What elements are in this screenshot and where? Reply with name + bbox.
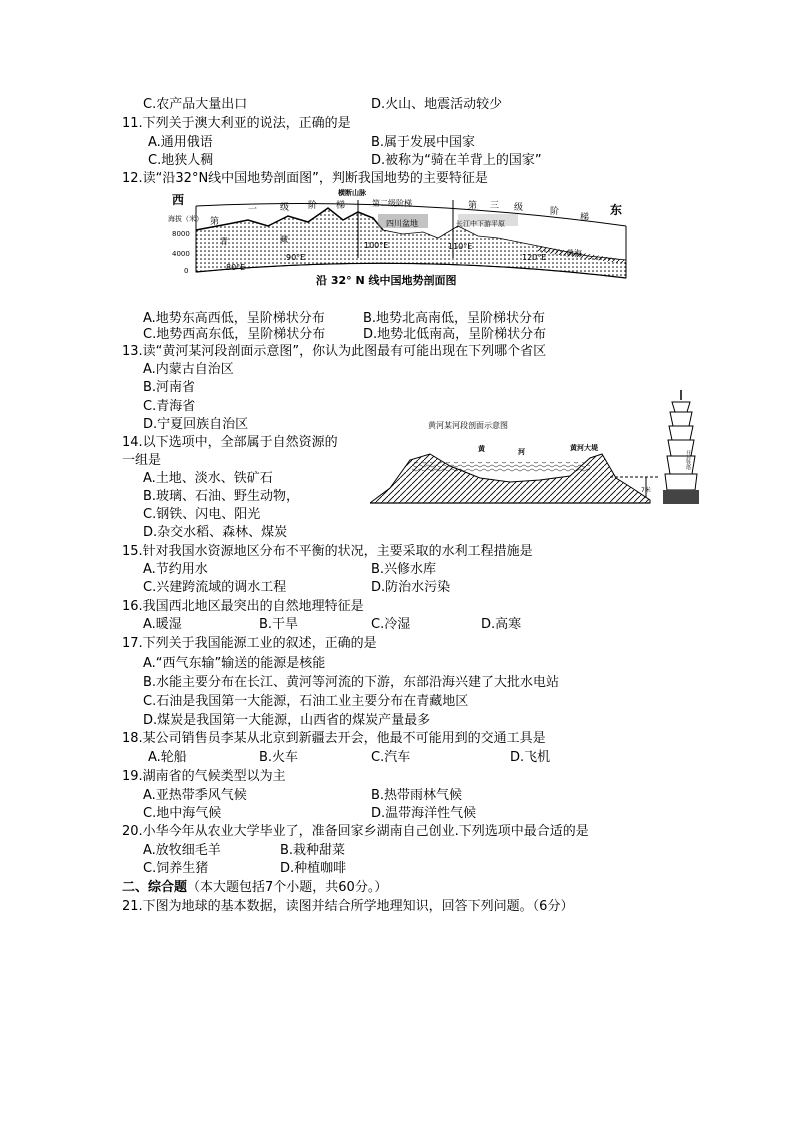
y-tick: 4000 [172,250,190,258]
q20-option-d: D.种植咖啡 [280,861,347,876]
q11-option-b: B.属于发展中国家 [371,135,476,150]
q11-stem: 11.下列关于澳大利亚的说法，正确的是 [122,116,351,131]
terrain-profile-figure [168,186,638,292]
changjiang-label: 长江中下游平原 [456,220,505,228]
q16-option-d: D.高寒 [481,617,522,632]
step1-char: 第 [210,217,220,227]
q15-option-d: D.防治水污染 [371,580,451,595]
q13-option-c: C.青海省 [143,399,196,414]
q11-option-d: D.被称为“骑在羊背上的国家” [371,153,542,168]
q12-option-d: D.地势北低南高，呈阶梯状分布 [363,327,547,342]
y-tick: 0 [184,267,189,275]
tower-label: 开封铁塔 [685,450,691,470]
step1-char: 级 [280,203,290,213]
q20-option-c: C.饲养生猪 [143,861,209,876]
q19-option-c: C.地中海气候 [143,806,222,821]
q13-option-b: B.河南省 [143,380,196,395]
zang-label: 藏 [280,235,288,244]
q21-stem: 21.下图为地球的基本数据，读图并结合所学地理知识，回答下列问题。（6分） [122,899,574,914]
east-label: 东 [610,203,623,217]
q17-option-c: C.石油是我国第一大能源，石油工业主要分布在青藏地区 [143,694,469,709]
q18-option-b: B.火车 [259,750,299,765]
q17-option-d: D.煤炭是我国第一大能源，山西省的煤炭产量最多 [143,713,431,728]
q16-option-b: B.干旱 [259,617,299,632]
q10-option-c: C.农产品大量出口 [143,97,248,112]
lon-tick: 110°E [448,242,473,251]
q13-stem: 13.读“黄河某河段剖面示意图”，你认为此图最有可能出现在下列哪个省区 [122,344,547,359]
sichuan-label: 四川盆地 [386,219,418,228]
q12-stem: 12.读“沿32°N线中国地势剖面图”，判断我国地势的主要特征是 [122,171,488,186]
kaifeng-tower-figure [660,390,702,506]
q17-option-a: A.“西气东输”输送的能源是核能 [143,656,326,671]
q14-stem: 14.以下选项中，全部属于自然资源的 [122,435,338,450]
q16-option-c: C.冷湿 [371,617,411,632]
section-2-heading [122,879,387,897]
huanghai-label: 黄海 [566,249,582,258]
river-chart-title: 黄河某河段剖面示意图 [428,421,508,430]
q14-option-a: A.土地、淡水、铁矿石 [143,471,273,486]
q13-option-a: A.内蒙古自治区 [143,362,234,377]
q11-option-c: C.地狭人稠 [148,153,214,168]
section-2-title: 二、综合题 [122,880,188,895]
q10-option-d: D.火山、地震活动较少 [371,97,503,112]
qingzang-label: 青 [220,237,228,246]
y-axis-label: 海拔（米） [168,215,203,223]
lon-tick: 100°E [364,241,389,250]
q14-option-d: D.杂交水稻、森林、煤炭 [143,525,288,540]
q12-option-c: C.地势西高东低，呈阶梯状分布 [143,327,326,342]
step1-char: 梯 [336,201,346,211]
step3-char: 梯 [580,213,590,223]
q14-option-b: B.玻璃、石油、野生动物， [143,489,300,504]
q15-option-a: A.节约用水 [143,562,208,577]
q11-option-a: A.通用俄语 [148,135,213,150]
step1-char: 一 [248,205,258,215]
step1-char: 阶 [308,201,318,211]
q15-stem: 15.针对我国水资源地区分布不平衡的状况，主要采取的水利工程措施是 [122,544,533,559]
step3-char: 阶 [550,207,560,217]
q14-option-c: C.钢铁、闪电、阳光 [143,507,261,522]
q20-stem: 20.小华今年从农业大学毕业了，准备回家乡湖南自己创业.下列选项中最合适的是 [122,824,589,839]
hengduan-label: 横断山脉 [338,189,366,197]
q12-option-b: B.地势北高南低，呈阶梯状分布 [363,311,546,326]
dam-label: 黄河大堤 [570,444,598,452]
q19-stem: 19.湖南省的气候类型以为主 [122,769,286,784]
lon-tick: 90°E [286,253,306,262]
q12-option-a: A.地势东高西低，呈阶梯状分布 [143,311,325,326]
q18-option-c: C.汽车 [371,750,411,765]
step2-label: 第二级阶梯 [372,199,412,208]
q16-stem: 16.我国西北地区最突出的自然地理特征是 [122,599,364,614]
q18-stem: 18.某公司销售员李某从北京到新疆去开会，他最不可能用到的交通工具是 [122,731,546,746]
q19-option-a: A.亚热带季风气候 [143,788,247,803]
q18-option-a: A.轮船 [148,750,187,765]
q19-option-b: B.热带雨林气候 [371,788,463,803]
step3-char: 级 [514,203,524,213]
yellow-river-section-figure [370,388,660,506]
q16-option-a: A.暖湿 [143,617,182,632]
y-tick: 8000 [172,230,190,238]
step3-char: 三 [490,201,500,211]
q17-option-b: B.水能主要分布在长江、黄河等河流的下游，东部沿海兴建了大批水电站 [143,675,560,690]
q13-option-d: D.宁夏回族自治区 [143,417,249,432]
q19-option-d: D.温带海洋性气候 [371,806,477,821]
section-2-note: （本大题包括7个小题，共60分。） [187,880,388,895]
profile-chart-title: 沿 32° N 线中国地势剖面图 [316,274,457,287]
q15-option-b: B.兴修水库 [371,562,437,577]
q20-option-b: B.栽种甜菜 [280,843,346,858]
lon-tick: 80°E [226,263,246,272]
step3-char: 第 [468,201,478,211]
river-label: 黄 [478,445,485,453]
q20-option-a: A.放牧细毛羊 [143,843,221,858]
lon-tick: 120°E [522,253,547,262]
q17-stem: 17.下列关于我国能源工业的叙述，正确的是 [122,636,377,651]
height-label: 7米 [641,487,651,494]
q14-stem-cont: 一组是 [122,453,162,468]
q15-option-c: C.兴建跨流域的调水工程 [143,580,287,595]
river-label: 河 [518,448,525,456]
q18-option-d: D.飞机 [510,750,551,765]
west-label: 西 [172,193,185,207]
